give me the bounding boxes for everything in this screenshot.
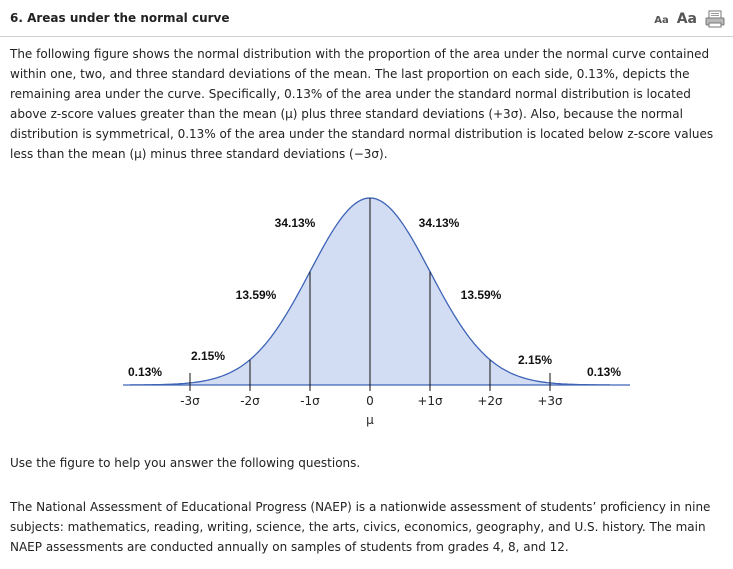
region-label-left-3-2: 2.15%: [190, 349, 226, 363]
region-label-left-tail: 0.13%: [127, 365, 163, 379]
region-label-right-tail: 0.13%: [586, 365, 622, 379]
question-title: 6. Areas under the normal curve: [10, 11, 230, 25]
naep-paragraph: The National Assessment of Educational Progress (NAEP) is a nationwide assessment of students’ proficiency in nine subjects: mathematics, reading, writing, science, the arts, civics, economics, geography, and U.S. history. The main NAEP assessments are conducted annually on samples of students from grades 4, 8, and 12.: [10, 500, 711, 554]
region-label-left-2-1: 13.59%: [235, 288, 277, 302]
region-label-right-1-2: 13.59%: [460, 288, 502, 302]
normal-curve-figure: [115, 188, 635, 433]
header-divider: [0, 36, 733, 37]
x-tick-label: +2σ: [477, 394, 503, 408]
x-tick-label: -3σ: [180, 394, 200, 408]
x-tick-label: -2σ: [240, 394, 260, 408]
intro-paragraph: The following figure shows the normal distribution with the proportion of the area under the normal curve contained within one, two, and three standard deviations of the mean. The last proportion on each side, 0.13%, depicts the remaining area under the curve. Specifically, 0.13% of the area under the standard normal distribution is located above z-score values greater than the mean (μ) plus three standard deviations (+3σ). Also, because the normal distribution is symmetrical, 0.13% of the area under the standard normal distribution is located below z-score values less than the mean (μ) minus three standard deviations (−3σ).: [10, 47, 714, 161]
print-icon[interactable]: [705, 10, 725, 28]
x-tick-label: +3σ: [537, 394, 563, 408]
question-header: [0, 0, 733, 36]
x-tick-label: -1σ: [300, 394, 320, 408]
x-tick-label: +1σ: [417, 394, 443, 408]
region-label-left-1-0: 34.13%: [274, 216, 316, 230]
decrease-text-size-button[interactable]: Aa: [654, 15, 669, 26]
normal-curve-chart: [115, 188, 635, 433]
toolbar: [654, 8, 725, 28]
x-tick-label: 0: [366, 394, 374, 408]
instruction-text: Use the figure to help you answer the following questions.: [10, 456, 361, 470]
mean-label: μ: [366, 413, 374, 427]
region-label-right-0-1: 34.13%: [418, 216, 460, 230]
increase-text-size-button[interactable]: Aa: [676, 11, 697, 27]
region-label-right-2-3: 2.15%: [517, 353, 553, 367]
